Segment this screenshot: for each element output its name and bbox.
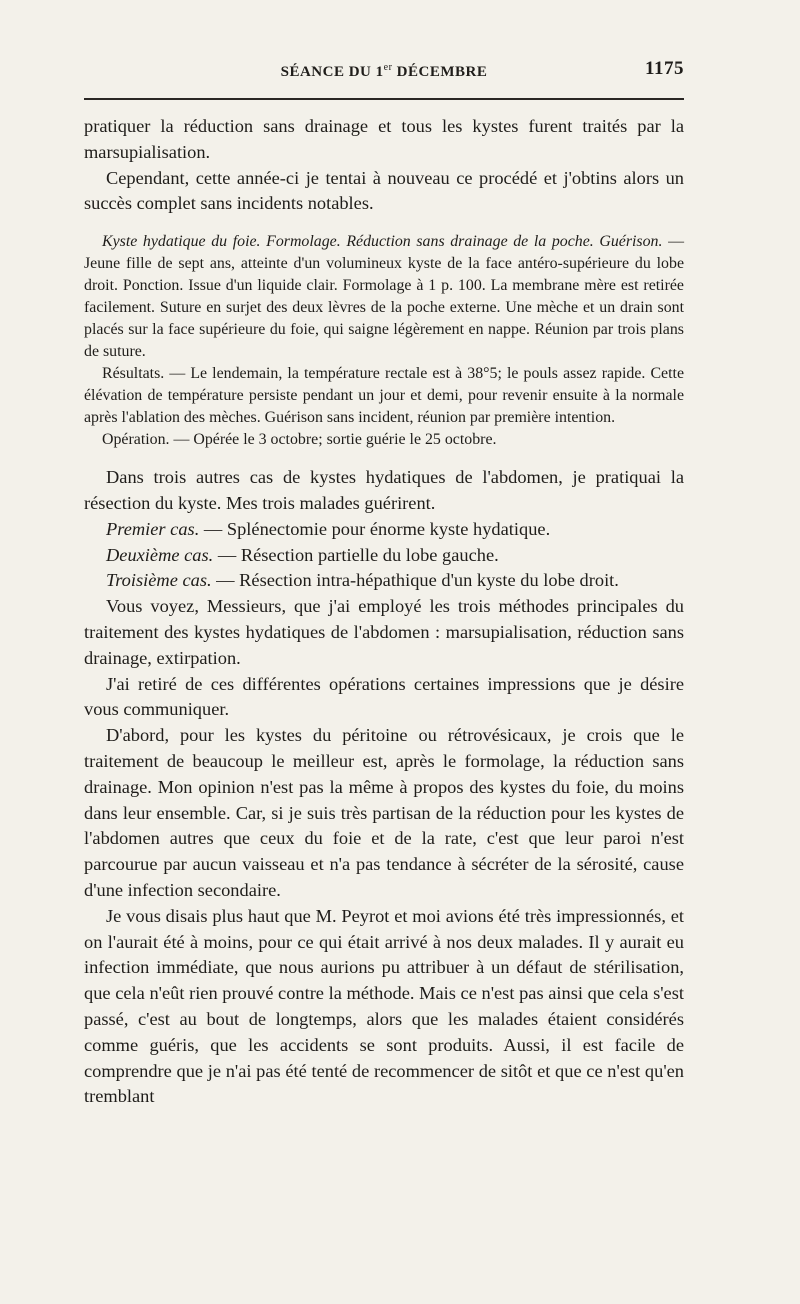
running-header <box>84 58 684 84</box>
intro-paragraph: Cependant, cette année-ci je tentai à nouveau ce procédé et j'obtins alors un succès complet sans incidents notables. <box>84 167 684 214</box>
document-page <box>84 58 684 1110</box>
case-report-title: Kyste hydatique du foie. Formolage. Réduction sans drainage de la poche. Guérison. <box>102 233 663 251</box>
body-paragraph: Je vous disais plus haut que M. Peyrot et moi avions été très impressionnés, et on l'aurait été à moins, pour ce qui était arrivé à nos deux malades. Il y aurait eu infection immédiate, que nous aurions pu attribuer à un défaut de stérilisation, que cela n'eût rien prouvé contre la méthode. Mais ce n'est pas ainsi que cela s'est passé, c'est au bout de longtemps, alors que les malades étaient considérés comme guéris, que les accidents se sont produits. Aussi, il est facile de comprendre que je n'ai pas été tenté de recommencer de sitôt et que ce n'est qu'en tremblant <box>84 905 684 1107</box>
case-report <box>84 231 684 451</box>
case-item-label: Premier cas. <box>106 518 200 539</box>
case-item-label: Deuxième cas. <box>106 544 214 565</box>
page-number: 1175 <box>645 58 684 79</box>
body-paragraph: Vous voyez, Messieurs, que j'ai employé les trois méthodes principales du traitement des kystes hydatiques de l'abdomen : marsupialisation, réduction sans drainage, extirpation. <box>84 596 684 668</box>
intro-section <box>84 114 684 217</box>
case-item: Troisième cas. — Résection intra-hépathique d'un kyste du lobe droit. <box>106 570 619 591</box>
header-title: SÉANCE DU 1er DÉCEMBRE <box>280 62 488 80</box>
case-item: Premier cas. — Splénectomie pour énorme kyste hydatique. <box>106 518 551 539</box>
body-paragraph: D'abord, pour les kystes du péritoine ou rétrovésicaux, je crois que le traitement de beaucoup le meilleur est, après le formolage, la réduction sans drainage. Mon opinion n'est pas la même à propos des kystes du foie, du moins dans leur ensemble. Car, si je suis très partisan de la réduction pour les kystes de l'abdomen autres que ceux du foie et de la rate, c'est que leur paroi n'est parcourue par aucun vaisseau et n'a pas tendance à sécréter de la sérosité, cause d'une infection secondaire. <box>84 725 684 900</box>
intro-paragraph: pratiquer la réduction sans drainage et tous les kystes furent traités par la marsupialisation. <box>84 116 684 162</box>
case-item-label: Troisième cas. <box>106 570 212 591</box>
header-rule <box>84 98 684 100</box>
case-report-description: Kyste hydatique du foie. Formolage. Réduction sans drainage de la poche. Guérison. — Jeune fille de sept ans, atteinte d'un volumineux kyste de la face antéro-supérieure du lobe droit. Ponction. Issue d'un liquide clair. Formolage à 1 p. 100. La membrane mère est retirée facilement. Suture en surjet des deux lèvres de la poche externe. Une mèche et un drain sont placés sur la face supérieure du foie, qui saigne légèrement en nappe. Réunion par trois plans de suture. <box>84 233 684 361</box>
body-paragraph: J'ai retiré de ces différentes opérations certaines impressions que je désire vous communiquer. <box>84 673 684 720</box>
case-report-operation: Opération. — Opérée le 3 octobre; sortie guérie le 25 octobre. <box>102 431 497 449</box>
case-report-results: Résultats. — Le lendemain, la température rectale est à 38°5; le pouls assez rapide. Cette élévation de température persiste pendant un jour et demi, pour revenir ensuite à la normale après l'ablation des mèches. Guérison sans incident, réunion par première intention. <box>84 365 684 427</box>
case-item: Deuxième cas. — Résection partielle du lobe gauche. <box>106 544 499 565</box>
three-cases-section <box>84 465 684 1110</box>
three-cases-intro: Dans trois autres cas de kystes hydatiques de l'abdomen, je pratiquai la résection du kyste. Mes trois malades guérirent. <box>84 467 684 513</box>
